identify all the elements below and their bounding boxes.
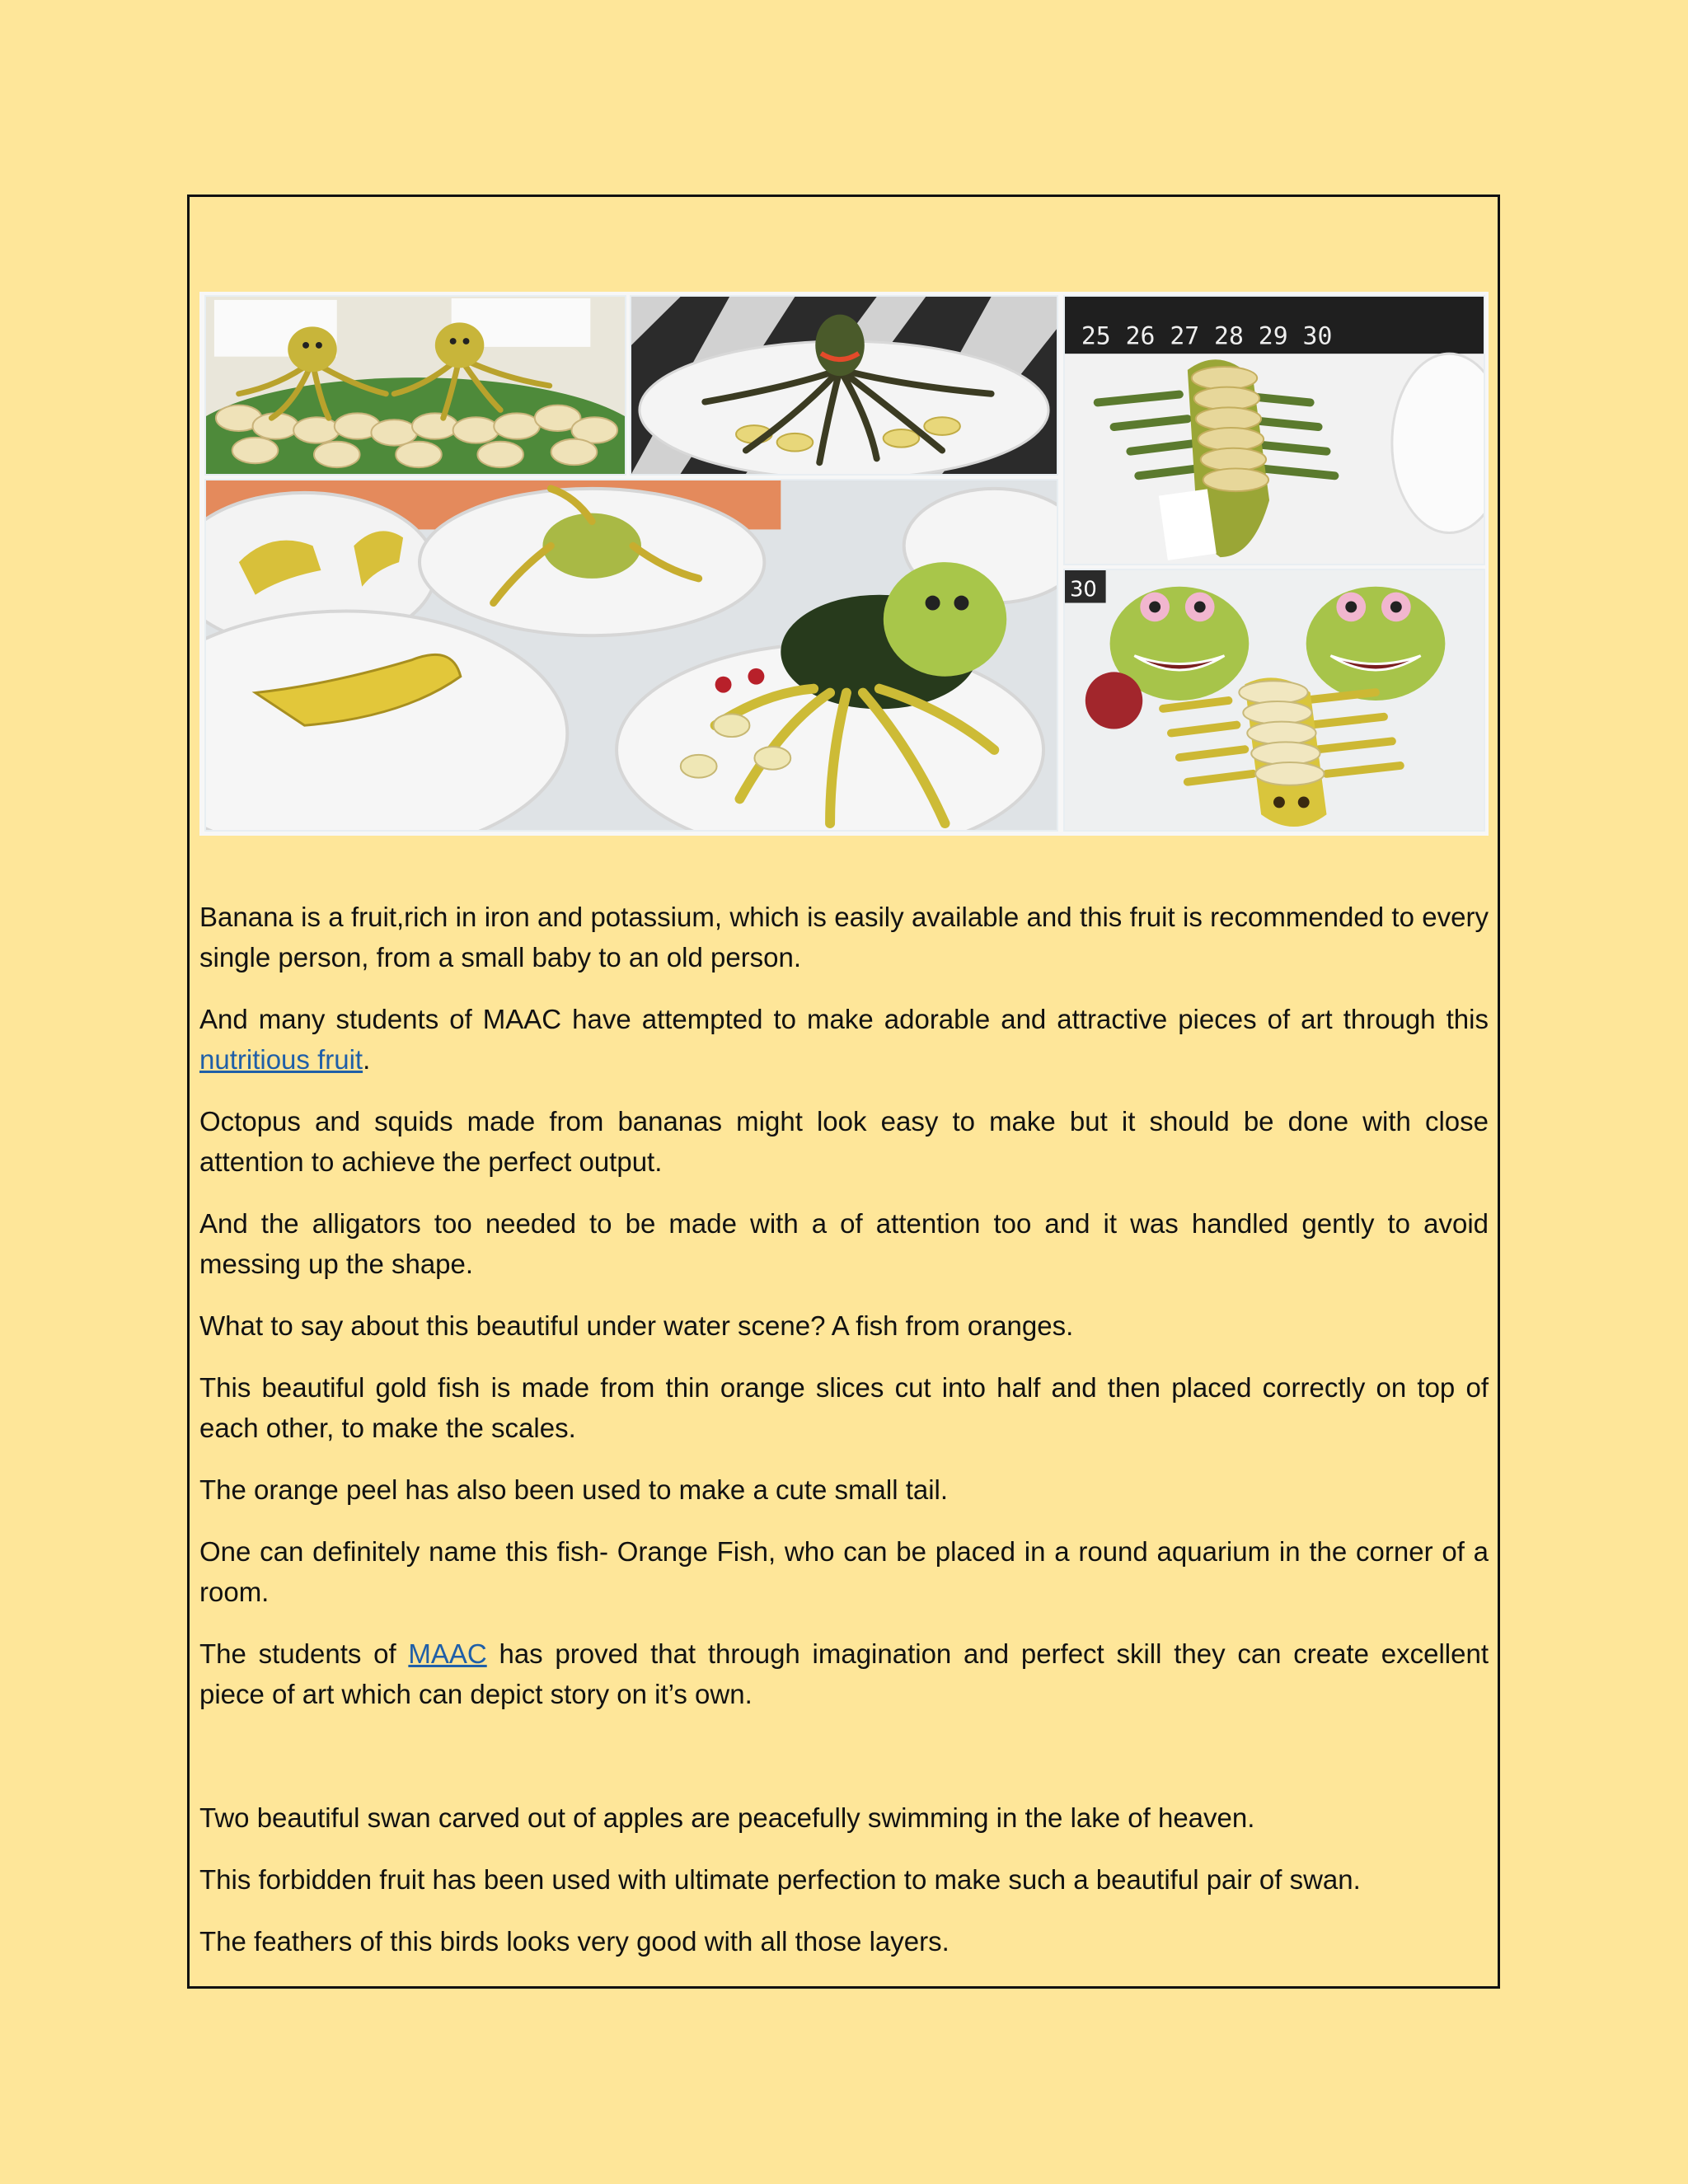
collage-photo-apple-monsters-alligator bbox=[1063, 569, 1485, 832]
maac-link[interactable]: MAAC bbox=[408, 1638, 487, 1669]
article-body bbox=[199, 897, 1489, 1983]
paragraph-octopus-squids: Octopus and squids made from bananas might look easy to make but it should be done with close attention to achieve the perfect output. bbox=[199, 1106, 1489, 1177]
collage-photo-banana-octopus-pair bbox=[204, 295, 626, 476]
blank-line bbox=[199, 1736, 1489, 1776]
paragraph-apple-swans: Two beautiful swan carved out of apples are peacefully swimming in the lake of heaven. bbox=[199, 1802, 1255, 1833]
paragraph-feathers: The feathers of this birds looks very good with all those layers. bbox=[199, 1926, 950, 1957]
paragraph-text: The students of bbox=[199, 1638, 409, 1669]
paragraph-banana-intro: Banana is a fruit,rich in iron and potassium, which is easily available and this fruit is recommended to every single person, from a small baby to an old person. bbox=[199, 902, 1489, 972]
paragraph-forbidden-fruit: This forbidden fruit has been used with ultimate perfection to make such a beautiful pair of swan. bbox=[199, 1864, 1361, 1895]
fruit-art-collage bbox=[199, 292, 1489, 836]
nutritious-fruit-link[interactable]: nutritious fruit bbox=[199, 1044, 363, 1075]
paragraph-alligators: And the alligators too needed to be made with a of attention too and it was handled gently to avoid messing up the shape. bbox=[199, 1208, 1489, 1279]
collage-photo-plates-banana-dolphin-scene bbox=[204, 479, 1058, 832]
collage-photo-banana-alligator bbox=[1063, 295, 1485, 565]
plate-tag-number: 30 bbox=[1069, 577, 1097, 602]
collage-photo-banana-octopus-dark bbox=[630, 295, 1058, 476]
paragraph-underwater-scene: What to say about this beautiful under water scene? A fish from oranges. bbox=[199, 1310, 1074, 1341]
paragraph-maac-students bbox=[199, 999, 1489, 1080]
calendar-numbers: 25 26 27 28 29 30 bbox=[1081, 321, 1333, 351]
paragraph-text: has proved that through imagination and perfect skill they can create excellent piece of art which can depict story on it’s own. bbox=[199, 1638, 1489, 1709]
paragraph-maac-imagination bbox=[199, 1633, 1489, 1714]
paragraph-text: . bbox=[363, 1044, 371, 1075]
paragraph-orange-fish: One can definitely name this fish- Orange Fish, who can be placed in a round aquarium in the corner of a room. bbox=[199, 1536, 1489, 1607]
paragraph-text: And many students of MAAC have attempted to make adorable and attractive pieces of art through this bbox=[199, 1004, 1489, 1034]
paragraph-gold-fish: This beautiful gold fish is made from thin orange slices cut into half and then placed correctly on top of each other, to make the scales. bbox=[199, 1372, 1489, 1443]
paragraph-orange-peel: The orange peel has also been used to make a cute small tail. bbox=[199, 1474, 949, 1505]
